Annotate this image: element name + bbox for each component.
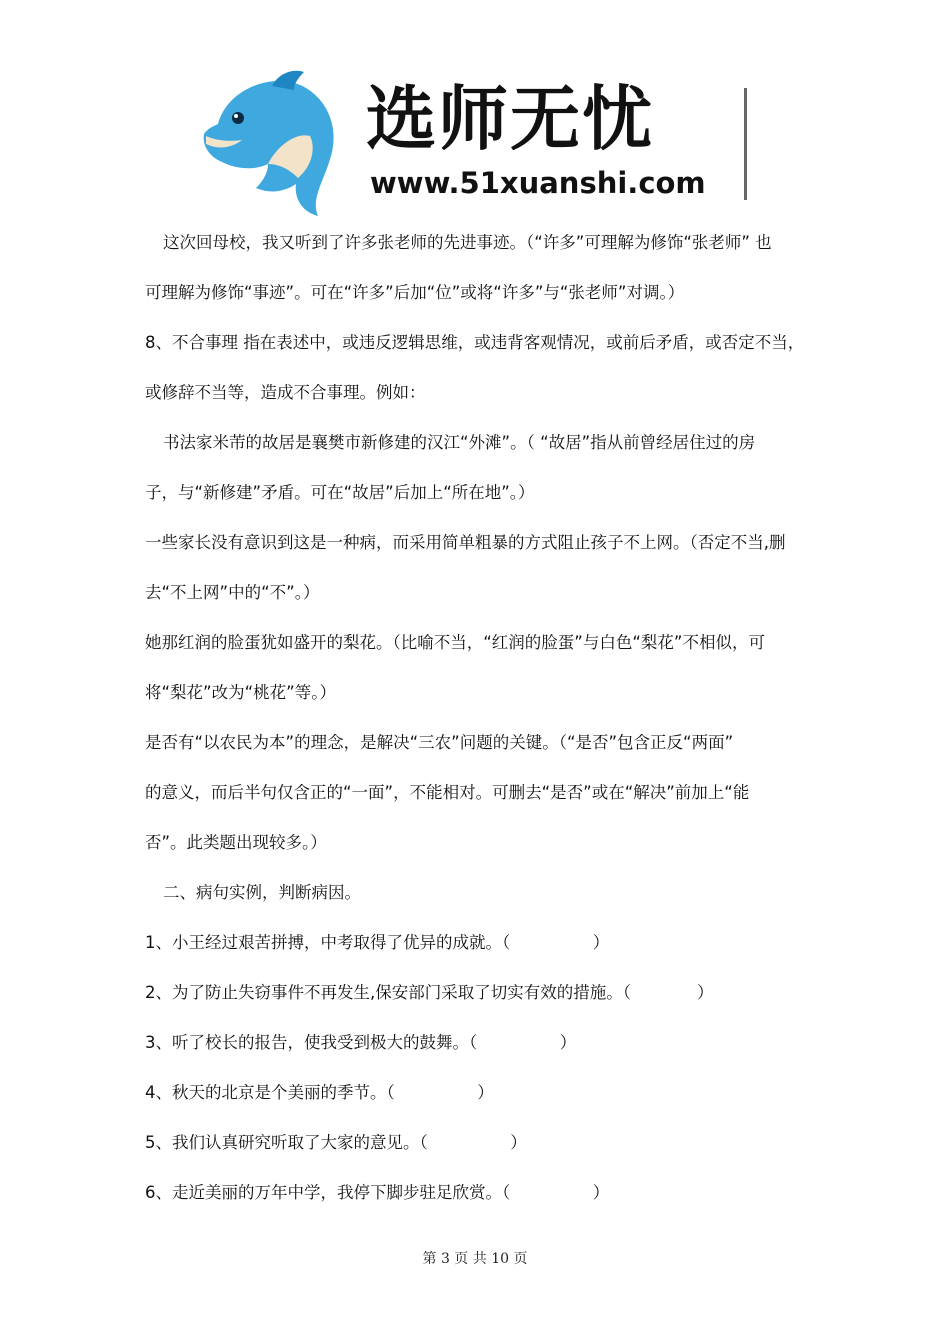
paragraph-line: 书法家米芾的故居是襄樊市新修建的汉江“外滩”。（ “故居”指从前曾经居住过的房 <box>163 433 756 452</box>
paragraph-line: 一些家长没有意识到这是一种病，而采用简单粗暴的方式阻止孩子不上网。（否定不当,删 <box>145 533 786 552</box>
paragraph-line: 8、不合事理 指在表述中，或违反逻辑思维，或违背客观情况，或前后矛盾，或否定不当， <box>145 333 805 352</box>
exercise-item: 4、秋天的北京是个美丽的季节。（ ） <box>145 1083 494 1102</box>
logo <box>198 66 758 222</box>
exercise-item: 6、走近美丽的万年中学，我停下脚步驻足欣赏。（ ） <box>145 1183 610 1202</box>
paragraph-line: 是否有“以农民为本”的理念，是解决“三农”问题的关键。（“是否”包含正反“两面” <box>145 733 734 752</box>
paragraph-line: 她那红润的脸蛋犹如盛开的梨花。（比喻不当，“红润的脸蛋”与白色“梨花”不相似，可 <box>145 633 765 652</box>
document-body <box>145 218 807 1218</box>
paragraph-line: 否”。此类题出现较多。） <box>145 833 327 852</box>
paragraph-line: 可理解为修饰“事迹”。可在“许多”后加“位”或将“许多”与“张老师”对调。） <box>145 283 685 302</box>
paragraph-line: 或修辞不当等，造成不合事理。例如： <box>145 383 426 402</box>
section-heading: 二、病句实例，判断病因。 <box>163 883 361 902</box>
paragraph-line: 这次回母校，我又听到了许多张老师的先进事迹。（“许多”可理解为修饰“张老师” 也 <box>163 233 772 252</box>
exercise-item: 1、小王经过艰苦拼搏，中考取得了优异的成就。（ ） <box>145 933 610 952</box>
paragraph-line: 去“不上网”中的“不”。） <box>145 583 320 602</box>
logo-divider <box>744 88 747 200</box>
logo-title: 选师无忧 <box>366 78 654 160</box>
dolphin-logo-icon <box>198 66 356 222</box>
paragraph-line: 的意义，而后半句仅含正的“一面”，不能相对。可删去“是否”或在“解决”前加上“能 <box>145 783 750 802</box>
exercise-item: 3、听了校长的报告，使我受到极大的鼓舞。（ ） <box>145 1033 577 1052</box>
exercise-item: 5、我们认真研究听取了大家的意见。（ ） <box>145 1133 527 1152</box>
exercise-item: 2、为了防止失窃事件不再发生,保安部门采取了切实有效的措施。（ ） <box>145 983 714 1002</box>
page-footer: 第 3 页 共 10 页 <box>422 1251 528 1267</box>
logo-url: www.51xuanshi.com <box>370 166 706 200</box>
paragraph-line: 将“梨花”改为“桃花”等。） <box>145 683 336 702</box>
paragraph-line: 子，与“新修建”矛盾。可在“故居”后加上“所在地”。） <box>145 483 535 502</box>
